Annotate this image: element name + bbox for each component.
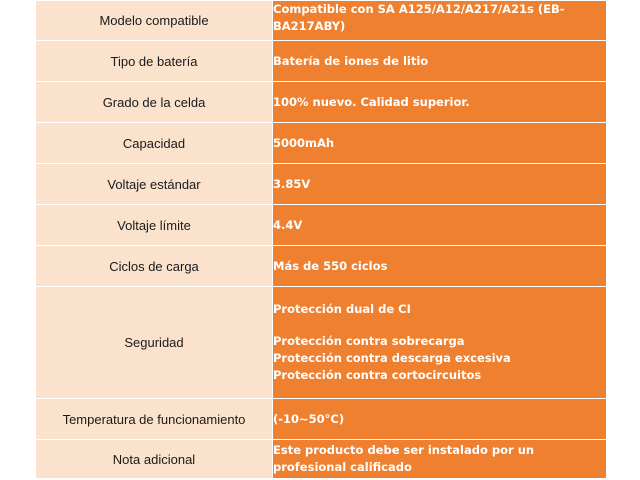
table-row-operating-temperature [36, 399, 607, 440]
value-line: Batería de iones de litio [273, 53, 429, 68]
row-label: Grado de la celda [36, 82, 273, 123]
row-value [273, 123, 607, 164]
row-label: Tipo de batería [36, 41, 273, 82]
value-line: Protección contra cortocircuitos [273, 368, 482, 382]
row-label: Ciclos de carga [36, 246, 273, 287]
value-line: Protección dual de CI [273, 302, 411, 316]
row-label: Temperatura de funcionamiento [36, 399, 273, 440]
spec-table [35, 0, 607, 479]
row-label: Modelo compatible [36, 1, 273, 41]
value-line: 5000mAh [273, 135, 335, 150]
table-row-safety [36, 287, 607, 399]
row-label: Seguridad [36, 287, 273, 399]
value-line: Más de 550 ciclos [273, 258, 388, 273]
table-row-standard-voltage [36, 164, 607, 205]
row-value [273, 1, 607, 41]
value-line: Protección contra descarga excesiva [273, 351, 511, 365]
table-row-limit-voltage [36, 205, 607, 246]
value-line: Protección contra sobrecarga [273, 334, 465, 348]
value-line: 100% nuevo. Calidad superior. [273, 94, 470, 109]
value-line: (-10~50°C) [273, 411, 345, 426]
row-value [273, 246, 607, 287]
table-row-battery-type [36, 41, 607, 82]
value-line: profesional calificado [273, 460, 412, 474]
row-label: Voltaje límite [36, 205, 273, 246]
row-value [273, 440, 607, 479]
row-label: Nota adicional [36, 440, 273, 479]
value-line: Compatible con SA A125/A12/A217/A21s (EB- [273, 2, 565, 16]
row-label: Capacidad [36, 123, 273, 164]
row-value [273, 399, 607, 440]
row-value [273, 287, 607, 399]
value-line: Este producto debe ser instalado por un [273, 443, 535, 457]
row-value [273, 205, 607, 246]
value-line: 3.85V [273, 176, 311, 191]
value-gap [273, 318, 606, 333]
row-label: Voltaje estándar [36, 164, 273, 205]
table-row-charge-cycles [36, 246, 607, 287]
value-line: BA217ABY) [273, 19, 346, 33]
row-value [273, 164, 607, 205]
table-row-capacity [36, 123, 607, 164]
row-value [273, 82, 607, 123]
table-row-cell-grade [36, 82, 607, 123]
row-value [273, 41, 607, 82]
table-row-compatible-model [36, 1, 607, 41]
value-line: 4.4V [273, 217, 303, 232]
table-row-additional-note [36, 440, 607, 479]
